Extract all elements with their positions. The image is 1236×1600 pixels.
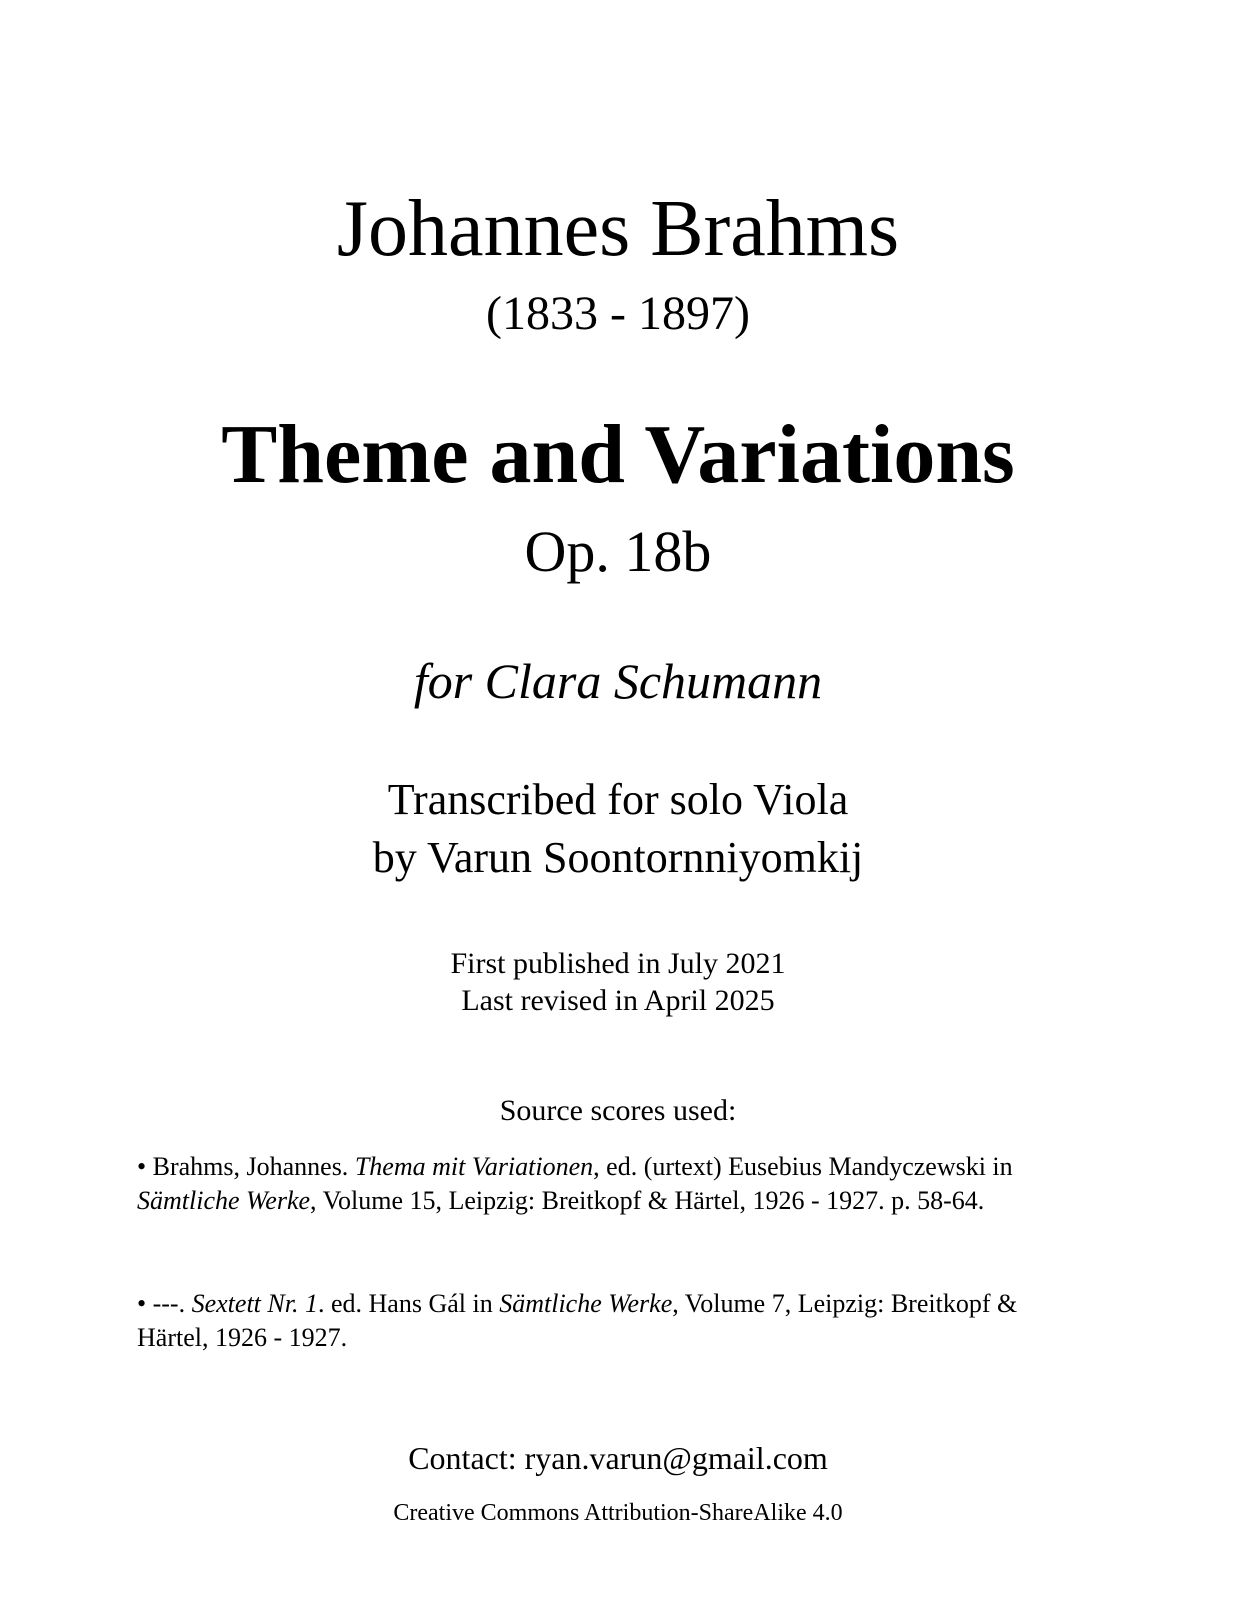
source-item xyxy=(137,1150,1077,1218)
source-collection: Sämtliche Werke xyxy=(499,1289,673,1318)
source-collection: Sämtliche Werke xyxy=(137,1186,311,1215)
source-suffix: , Volume 7, Leipzig: Breitkopf & Härtel, 1926 - 1927. xyxy=(137,1289,1018,1352)
source-prefix: Brahms, Johannes. xyxy=(152,1152,349,1181)
source-item xyxy=(137,1287,1077,1355)
bullet: • xyxy=(137,1289,147,1318)
source-middle: . ed. Hans Gál in xyxy=(317,1289,493,1318)
transcription-line-1: Transcribed for solo Viola xyxy=(387,775,849,824)
work-title: Theme and Variations xyxy=(221,408,1015,501)
composer-name: Johannes Brahms xyxy=(336,185,900,273)
sources-heading: Source scores used: xyxy=(499,1094,737,1127)
dedication: for Clara Schumann xyxy=(413,653,823,709)
source-middle: , ed. (urtext) Eusebius Mandyczewski in xyxy=(593,1152,1013,1181)
opus-number: Op. 18b xyxy=(524,519,712,584)
license-notice: Creative Commons Attribution-ShareAlike 4.0 xyxy=(393,1500,843,1526)
source-prefix: ---. xyxy=(152,1289,186,1318)
bullet: • xyxy=(137,1152,147,1181)
source-work-title: Thema mit Variationen xyxy=(354,1152,594,1181)
source-work-title: Sextett Nr. 1 xyxy=(191,1289,318,1318)
last-revised: Last revised in April 2025 xyxy=(461,984,775,1017)
first-published: First published in July 2021 xyxy=(450,947,786,980)
source-suffix: , Volume 15, Leipzig: Breitkopf & Härtel, 1926 - 1927. p. 58-64. xyxy=(310,1186,985,1215)
composer-dates: (1833 - 1897) xyxy=(486,287,750,340)
contact-email: Contact: ryan.varun@gmail.com xyxy=(408,1440,828,1476)
transcription-line-2: by Varun Soontornniyomkij xyxy=(372,833,864,882)
